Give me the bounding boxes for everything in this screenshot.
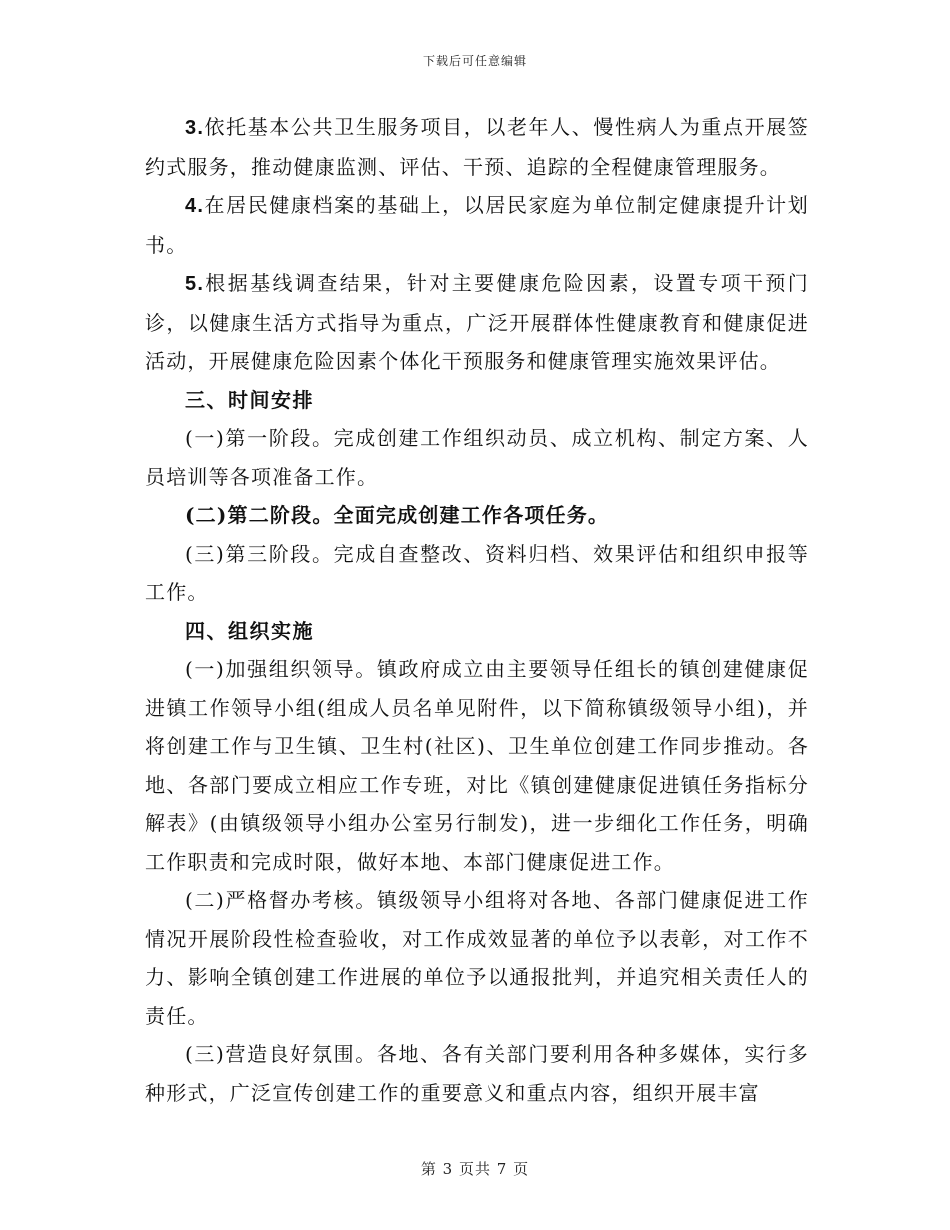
section-heading-schedule: 三、时间安排 (185, 387, 314, 412)
item-text: 依托基本公共卫生服务项目，以老年人、慢性病人为重点开展签约式服务，推动健康监测、评估、干预、追踪的全程健康管理服务。 (145, 115, 809, 179)
paragraph-impl-3: (三)营造良好氛围。各地、各有关部门要利用各种多媒体，实行多种形式，广泛宣传创建工作的重要意义和重点内容，组织开展丰富 (145, 1042, 809, 1105)
item-number: 5. (185, 273, 205, 295)
document-body (145, 108, 809, 1112)
page-footer: 第 3 页共 7 页 (420, 1160, 530, 1178)
header-note: 下载后可任意编辑 (422, 54, 527, 68)
item-text: 在居民健康档案的基础上，以居民家庭为单位制定健康提升计划书。 (145, 193, 809, 257)
paragraph-item-4 (145, 186, 809, 264)
paragraph-stage-3: (三)第三阶段。完成自查整改、资料归档、效果评估和组织申报等工作。 (145, 541, 809, 604)
section-heading-implementation: 四、组织实施 (185, 618, 314, 643)
item-text: 根据基线调查结果，针对主要健康危险因素，设置专项干预门诊，以健康生活方式指导为重点，广泛开展群体性健康教育和健康促进活动，开展健康危险因素个体化干预服务和健康管理实施效果评估。 (145, 271, 809, 373)
paragraph-stage-2: (二)第二阶段。全面完成创建工作各项任务。 (185, 503, 610, 527)
paragraph-item-3 (145, 108, 809, 186)
paragraph-impl-2: (二)严格督办考核。镇级领导小组将对各地、各部门健康促进工作情况开展阶段性检查验收，对工作成效显著的单位予以表彰，对工作不力、影响全镇创建工作进展的单位予以通报批判，并追究相关责任人的责任。 (145, 888, 809, 1028)
paragraph-stage-1: (一)第一阶段。完成创建工作组织动员、成立机构、制定方案、人员培训等各项准备工作。 (145, 426, 809, 489)
paragraph-item-5 (145, 264, 809, 381)
item-number: 4. (185, 195, 205, 217)
item-number: 3. (185, 117, 205, 139)
paragraph-impl-1: (一)加强组织领导。镇政府成立由主要领导任组长的镇创建健康促进镇工作领导小组(组成人员名单见附件，以下简称镇级领导小组)，并将创建工作与卫生镇、卫生村(社区)、卫生单位创建工作同步推动。各地、各部门要成立相应工作专班，对比《镇创建健康促进镇任务指标分解表》(由镇级领导小组办公室另行制发)，进一步细化工作任务，明确工作职责和完成时限，做好本地、本部门健康促进工作。 (145, 657, 809, 874)
